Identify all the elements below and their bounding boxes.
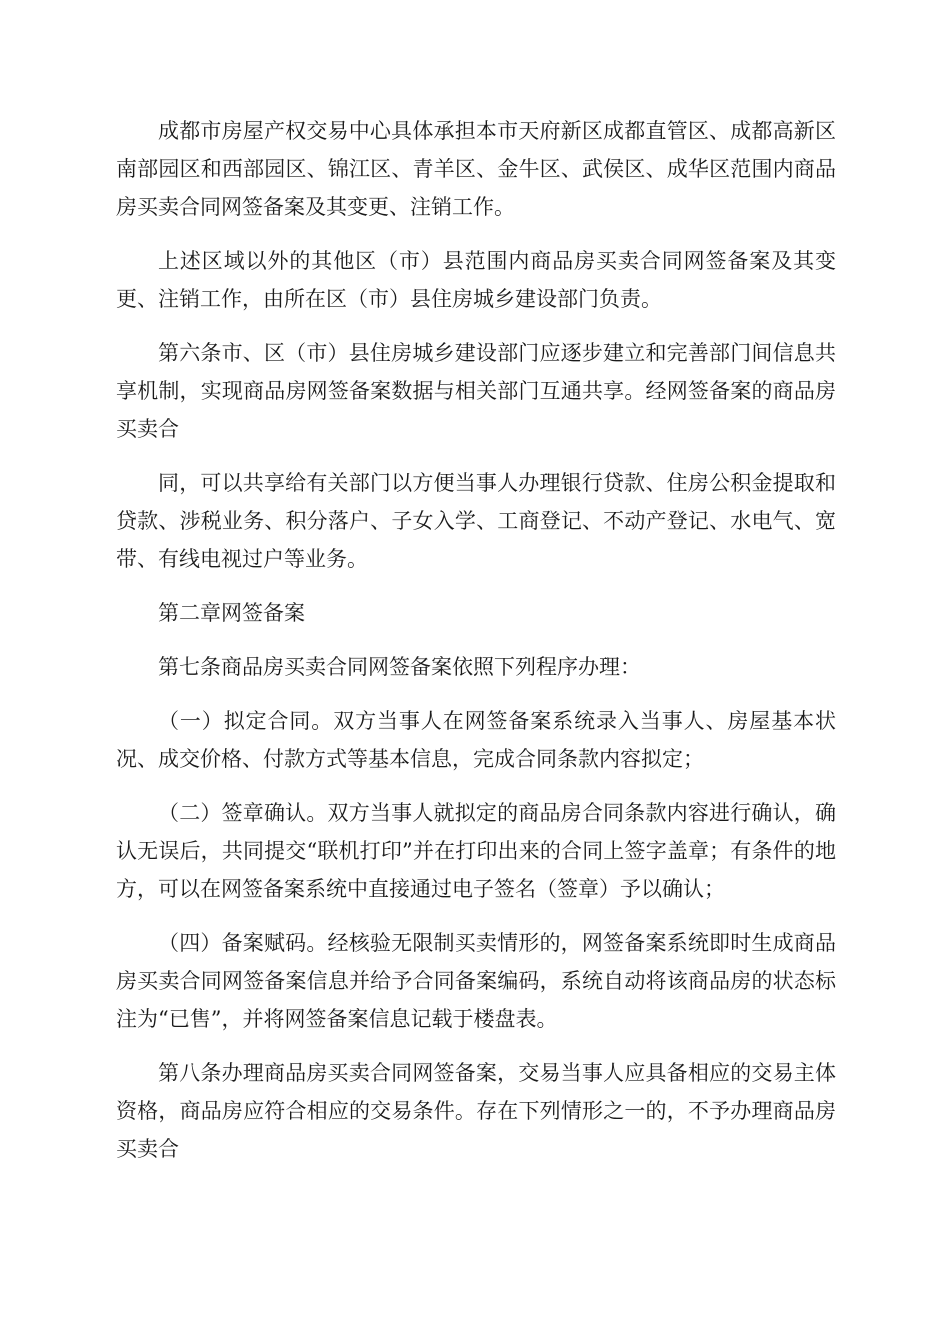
paragraph-2: 上述区域以外的其他区（市）县范围内商品房买卖合同网签备案及其变更、注销工作，由所在区（市）县住房城乡建设部门负责。 <box>116 249 836 311</box>
paragraph-1: 成都市房屋产权交易中心具体承担本市天府新区成都直管区、成都高新区南部园区和西部园区、锦江区、青羊区、金牛区、武侯区、成华区范围内商品房买卖合同网签备案及其变更、注销工作。 <box>116 119 836 219</box>
paragraph-6: 第七条商品房买卖合同网签备案依照下列程序办理： <box>158 655 641 679</box>
chapter-heading: 第二章网签备案 <box>158 601 305 625</box>
paragraph-3: 第六条市、区（市）县住房城乡建设部门应逐步建立和完善部门间信息共享机制，实现商品房网签备案数据与相关部门互通共享。经网签备案的商品房买卖合 <box>116 341 836 441</box>
paragraph-8: （二）签章确认。双方当事人就拟定的商品房合同条款内容进行确认，确认无误后，共同提交“联机打印”并在打印出来的合同上签字盖章；有条件的地方，可以在网签备案系统中直接通过电子签名（签章）予以确认； <box>116 801 836 901</box>
paragraph-10: 第八条办理商品房买卖合同网签备案，交易当事人应具备相应的交易主体资格，商品房应符合相应的交易条件。存在下列情形之一的，不予办理商品房买卖合 <box>116 1061 836 1161</box>
paragraph-9: （四）备案赋码。经核验无限制买卖情形的，网签备案系统即时生成商品房买卖合同网签备案信息并给予合同备案编码，系统自动将该商品房的状态标注为“已售”，并将网签备案信息记载于楼盘表。 <box>116 931 836 1031</box>
paragraph-7: （一）拟定合同。双方当事人在网签备案系统录入当事人、房屋基本状况、成交价格、付款方式等基本信息，完成合同条款内容拟定； <box>116 709 836 771</box>
document-page <box>116 112 836 1184</box>
paragraph-4: 同，可以共享给有关部门以方便当事人办理银行贷款、住房公积金提取和贷款、涉税业务、积分落户、子女入学、工商登记、不动产登记、水电气、宽带、有线电视过户等业务。 <box>116 471 836 571</box>
